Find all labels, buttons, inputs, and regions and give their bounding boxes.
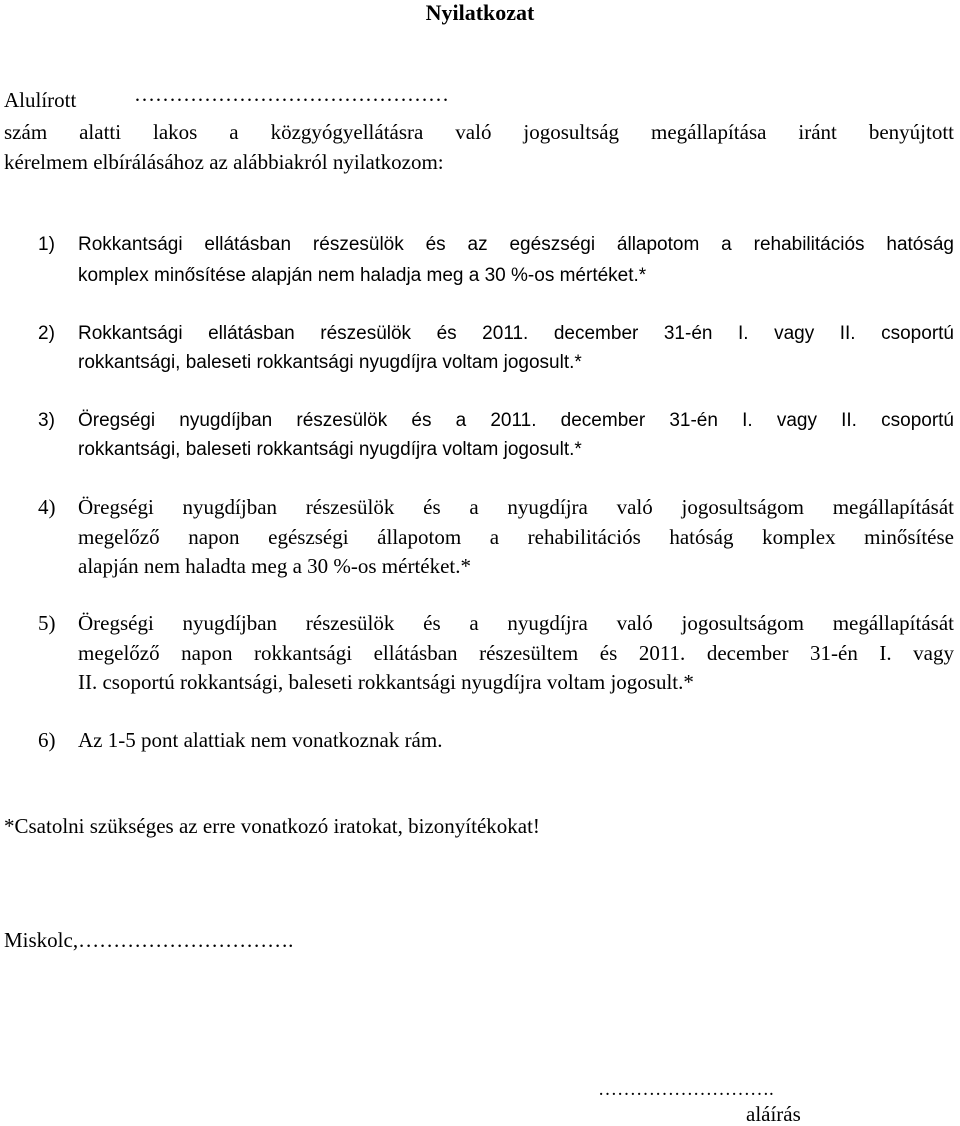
item-number-1: 1)	[38, 234, 55, 255]
place-label: Miskolc,	[4, 928, 79, 952]
signature-label: aláírás	[746, 1102, 801, 1126]
item-number-5: 5)	[38, 611, 56, 635]
intro-line-3: kérelmem elbírálásához az alábbiakról nyilatkozom:	[4, 150, 444, 174]
item-5-line-3: II. csoportú rokkantsági, baleseti rokkantsági nyugdíjra voltam jogosult.*	[78, 670, 694, 694]
item-5-line-1: Öregségi nyugdíjban részesülök és a nyugdíjra való jogosultságom megállapítását	[78, 611, 954, 635]
page-title: Nyilatkozat	[425, 0, 535, 25]
item-number-3: 3)	[38, 410, 55, 431]
item-6-line-1: Az 1-5 pont alattiak nem vonatkoznak rám.	[78, 728, 443, 752]
date-field-dots: ………………………….	[78, 928, 294, 952]
item-1-line-1: Rokkantsági ellátásban részesülök és az egészségi állapotom a rehabilitációs hatóság	[78, 234, 954, 255]
intro-label: Alulírott	[4, 88, 77, 112]
intro-line-2: szám alatti lakos a közgyógyellátásra való jogosultság megállapítása iránt benyújtott	[4, 120, 954, 144]
intro-first-line	[4, 82, 449, 112]
item-5-line-2: megelőző napon rokkantsági ellátásban részesültem és 2011. december 31-én I. vagy	[78, 641, 954, 665]
item-3-line-1: Öregségi nyugdíjban részesülök és a 2011. december 31-én I. vagy II. csoportú	[78, 410, 954, 431]
item-number-2: 2)	[38, 323, 55, 344]
signature-dots: ……………………….	[598, 1079, 774, 1100]
item-number-6: 6)	[38, 728, 56, 752]
item-1-line-2: komplex minősítése alapján nem haladja meg a 30 %-os mértéket.*	[78, 265, 647, 286]
item-3-line-2: rokkantsági, baleseti rokkantsági nyugdíjra voltam jogosult.*	[78, 439, 582, 460]
name-field-dots: ………………………………………	[134, 82, 449, 106]
item-4-line-2: megelőző napon egészségi állapotom a rehabilitációs hatóság komplex minősítése	[78, 525, 954, 549]
footnote: *Csatolni szükséges az erre vonatkozó iratokat, bizonyítékokat!	[4, 814, 540, 838]
item-4-line-3: alapján nem haladta meg a 30 %-os mértéket.*	[78, 554, 472, 578]
item-2-line-2: rokkantsági, baleseti rokkantsági nyugdíjra voltam jogosult.*	[78, 352, 582, 373]
item-2-line-1: Rokkantsági ellátásban részesülök és 2011. december 31-én I. vagy II. csoportú	[78, 323, 954, 344]
place-date-line	[4, 930, 293, 951]
item-4-line-1: Öregségi nyugdíjban részesülök és a nyugdíjra való jogosultságom megállapítását	[78, 495, 954, 519]
item-number-4: 4)	[38, 495, 56, 519]
